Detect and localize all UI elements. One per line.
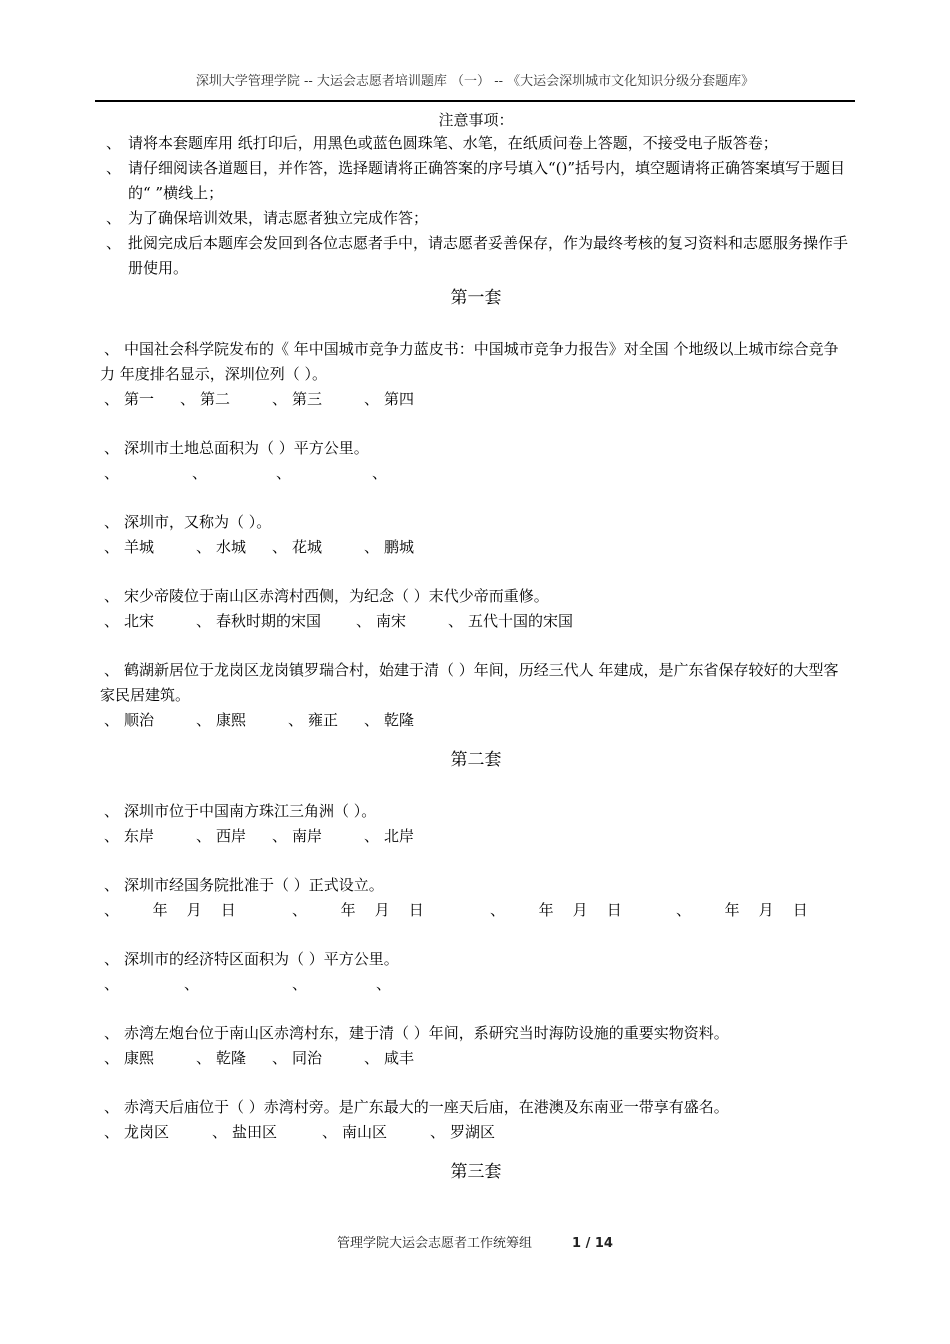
question-stem: 、 赤湾天后庙位于（ ）赤湾村旁。是广东最大的一座天后庙，在港澳及东南亚一带享有盛名。 bbox=[104, 1098, 729, 1116]
question-stem: 、 宋少帝陵位于南山区赤湾村西侧，为纪念（ ）末代少帝而重修。 bbox=[104, 587, 549, 605]
question-stem: 、 深圳市土地总面积为（ ）平方公里。 bbox=[104, 439, 369, 457]
question-options bbox=[100, 1120, 852, 1145]
option: 、 雍正 bbox=[288, 711, 339, 729]
question-options bbox=[100, 609, 852, 634]
notice-item: 、 批阅完成后本题库会发回到各位志愿者手中，请志愿者妥善保存，作为最终考核的复习资料和志愿服务操作手册使用。 bbox=[106, 234, 849, 277]
option: 、 水城 bbox=[196, 538, 247, 556]
option: 、 南宋 bbox=[356, 612, 407, 630]
question bbox=[100, 873, 852, 923]
option: 、 乾隆 bbox=[364, 711, 415, 729]
notice-title: 注意事项： bbox=[438, 111, 514, 129]
option: 、 咸丰 bbox=[364, 1049, 415, 1067]
option: 、 盐田区 bbox=[212, 1123, 278, 1141]
option: 、 bbox=[104, 975, 120, 993]
option: 、 南山区 bbox=[322, 1123, 388, 1141]
option: 、 五代十国的宋国 bbox=[448, 612, 574, 630]
notice-list bbox=[100, 131, 852, 281]
question bbox=[100, 510, 852, 560]
option: 、 bbox=[372, 464, 388, 482]
set-title: 第一套 bbox=[450, 288, 502, 308]
option: 、 东岸 bbox=[104, 827, 155, 845]
question-stem: 、 赤湾左炮台位于南山区赤湾村东，建于清（ ）年间，系研究当时海防设施的重要实物资料。 bbox=[104, 1024, 729, 1042]
page-number: 1 / 14 bbox=[572, 1236, 613, 1251]
question-stem: 、 深圳市的经济特区面积为（ ）平方公里。 bbox=[104, 950, 399, 968]
option: 、 南岸 bbox=[272, 827, 323, 845]
option: 、 年 月 日 bbox=[490, 901, 622, 919]
question-options bbox=[100, 824, 852, 849]
option: 、 bbox=[276, 464, 292, 482]
option: 、 同治 bbox=[272, 1049, 323, 1067]
option: 、 第二 bbox=[180, 390, 231, 408]
option: 、 顺治 bbox=[104, 711, 155, 729]
question-stem: 、 深圳市经国务院批准于（ ）正式设立。 bbox=[104, 876, 384, 894]
question bbox=[100, 799, 852, 849]
page-content bbox=[100, 109, 852, 1187]
option: 、 花城 bbox=[272, 538, 323, 556]
header-rule bbox=[95, 100, 855, 102]
question-options bbox=[100, 708, 852, 733]
option: 、 乾隆 bbox=[196, 1049, 247, 1067]
option: 、 龙岗区 bbox=[104, 1123, 170, 1141]
option: 、 羊城 bbox=[104, 538, 155, 556]
question bbox=[100, 337, 852, 412]
option: 、 康熙 bbox=[196, 711, 247, 729]
question-stem: 、 中国社会科学院发布的《 年中国城市竞争力蓝皮书：中国城市竞争力报告》对全国 个地级以上城市综合竞争力 年度排名显示，深圳位列（ ）。 bbox=[100, 340, 839, 383]
question-stem: 、 深圳市，又称为（ ）。 bbox=[104, 513, 272, 531]
option: 、 鹏城 bbox=[364, 538, 415, 556]
option: 、 第一 bbox=[104, 390, 155, 408]
question-options bbox=[100, 387, 852, 412]
notice-item: 、 请将本套题库用 纸打印后，用黑色或蓝色圆珠笔、水笔，在纸质问卷上答题，不接受电子版答卷； bbox=[106, 134, 778, 152]
option: 、 年 月 日 bbox=[292, 901, 424, 919]
question-options bbox=[100, 972, 852, 997]
notice-item: 、 为了确保培训效果，请志愿者独立完成作答； bbox=[106, 209, 429, 227]
question-options bbox=[100, 535, 852, 560]
option: 、 西岸 bbox=[196, 827, 247, 845]
footer-text: 管理学院大运会志愿者工作统筹组 bbox=[337, 1236, 533, 1251]
question bbox=[100, 584, 852, 634]
set-title: 第三套 bbox=[450, 1162, 502, 1182]
option: 、 bbox=[376, 975, 392, 993]
question bbox=[100, 436, 852, 486]
page-footer bbox=[0, 1232, 950, 1251]
option: 、 康熙 bbox=[104, 1049, 155, 1067]
option: 、 北宋 bbox=[104, 612, 155, 630]
option: 、 bbox=[292, 975, 308, 993]
question bbox=[100, 947, 852, 997]
option: 、 bbox=[104, 464, 120, 482]
question-options bbox=[100, 461, 852, 486]
option: 、 年 月 日 bbox=[676, 901, 808, 919]
option: 、 年 月 日 bbox=[104, 901, 236, 919]
option: 、 春秋时期的宋国 bbox=[196, 612, 322, 630]
page-header: 深圳大学管理学院 -- 大运会志愿者培训题库 （一） -- 《大运会深圳城市文化知识分级分套题库》 bbox=[195, 74, 755, 89]
option: 、 bbox=[184, 975, 200, 993]
question-options bbox=[100, 898, 852, 923]
question-stem: 、 深圳市位于中国南方珠江三角洲（ ）。 bbox=[104, 802, 377, 820]
question bbox=[100, 1095, 852, 1145]
option: 、 bbox=[192, 464, 208, 482]
question-options bbox=[100, 1046, 852, 1071]
option: 、 北岸 bbox=[364, 827, 415, 845]
notice-item: 、 请仔细阅读各道题目，并作答，选择题请将正确答案的序号填入“()”括号内，填空题请将正确答案填写于题目的“ ”横线上； bbox=[106, 159, 846, 202]
question bbox=[100, 658, 852, 733]
question-stem: 、 鹤湖新居位于龙岗区龙岗镇罗瑞合村，始建于清（ ）年间，历经三代人 年建成，是广东省保存较好的大型客家民居建筑。 bbox=[100, 661, 839, 704]
option: 、 罗湖区 bbox=[430, 1123, 496, 1141]
set-title: 第二套 bbox=[450, 750, 502, 770]
option: 、 第三 bbox=[272, 390, 323, 408]
option: 、 第四 bbox=[364, 390, 415, 408]
question bbox=[100, 1021, 852, 1071]
